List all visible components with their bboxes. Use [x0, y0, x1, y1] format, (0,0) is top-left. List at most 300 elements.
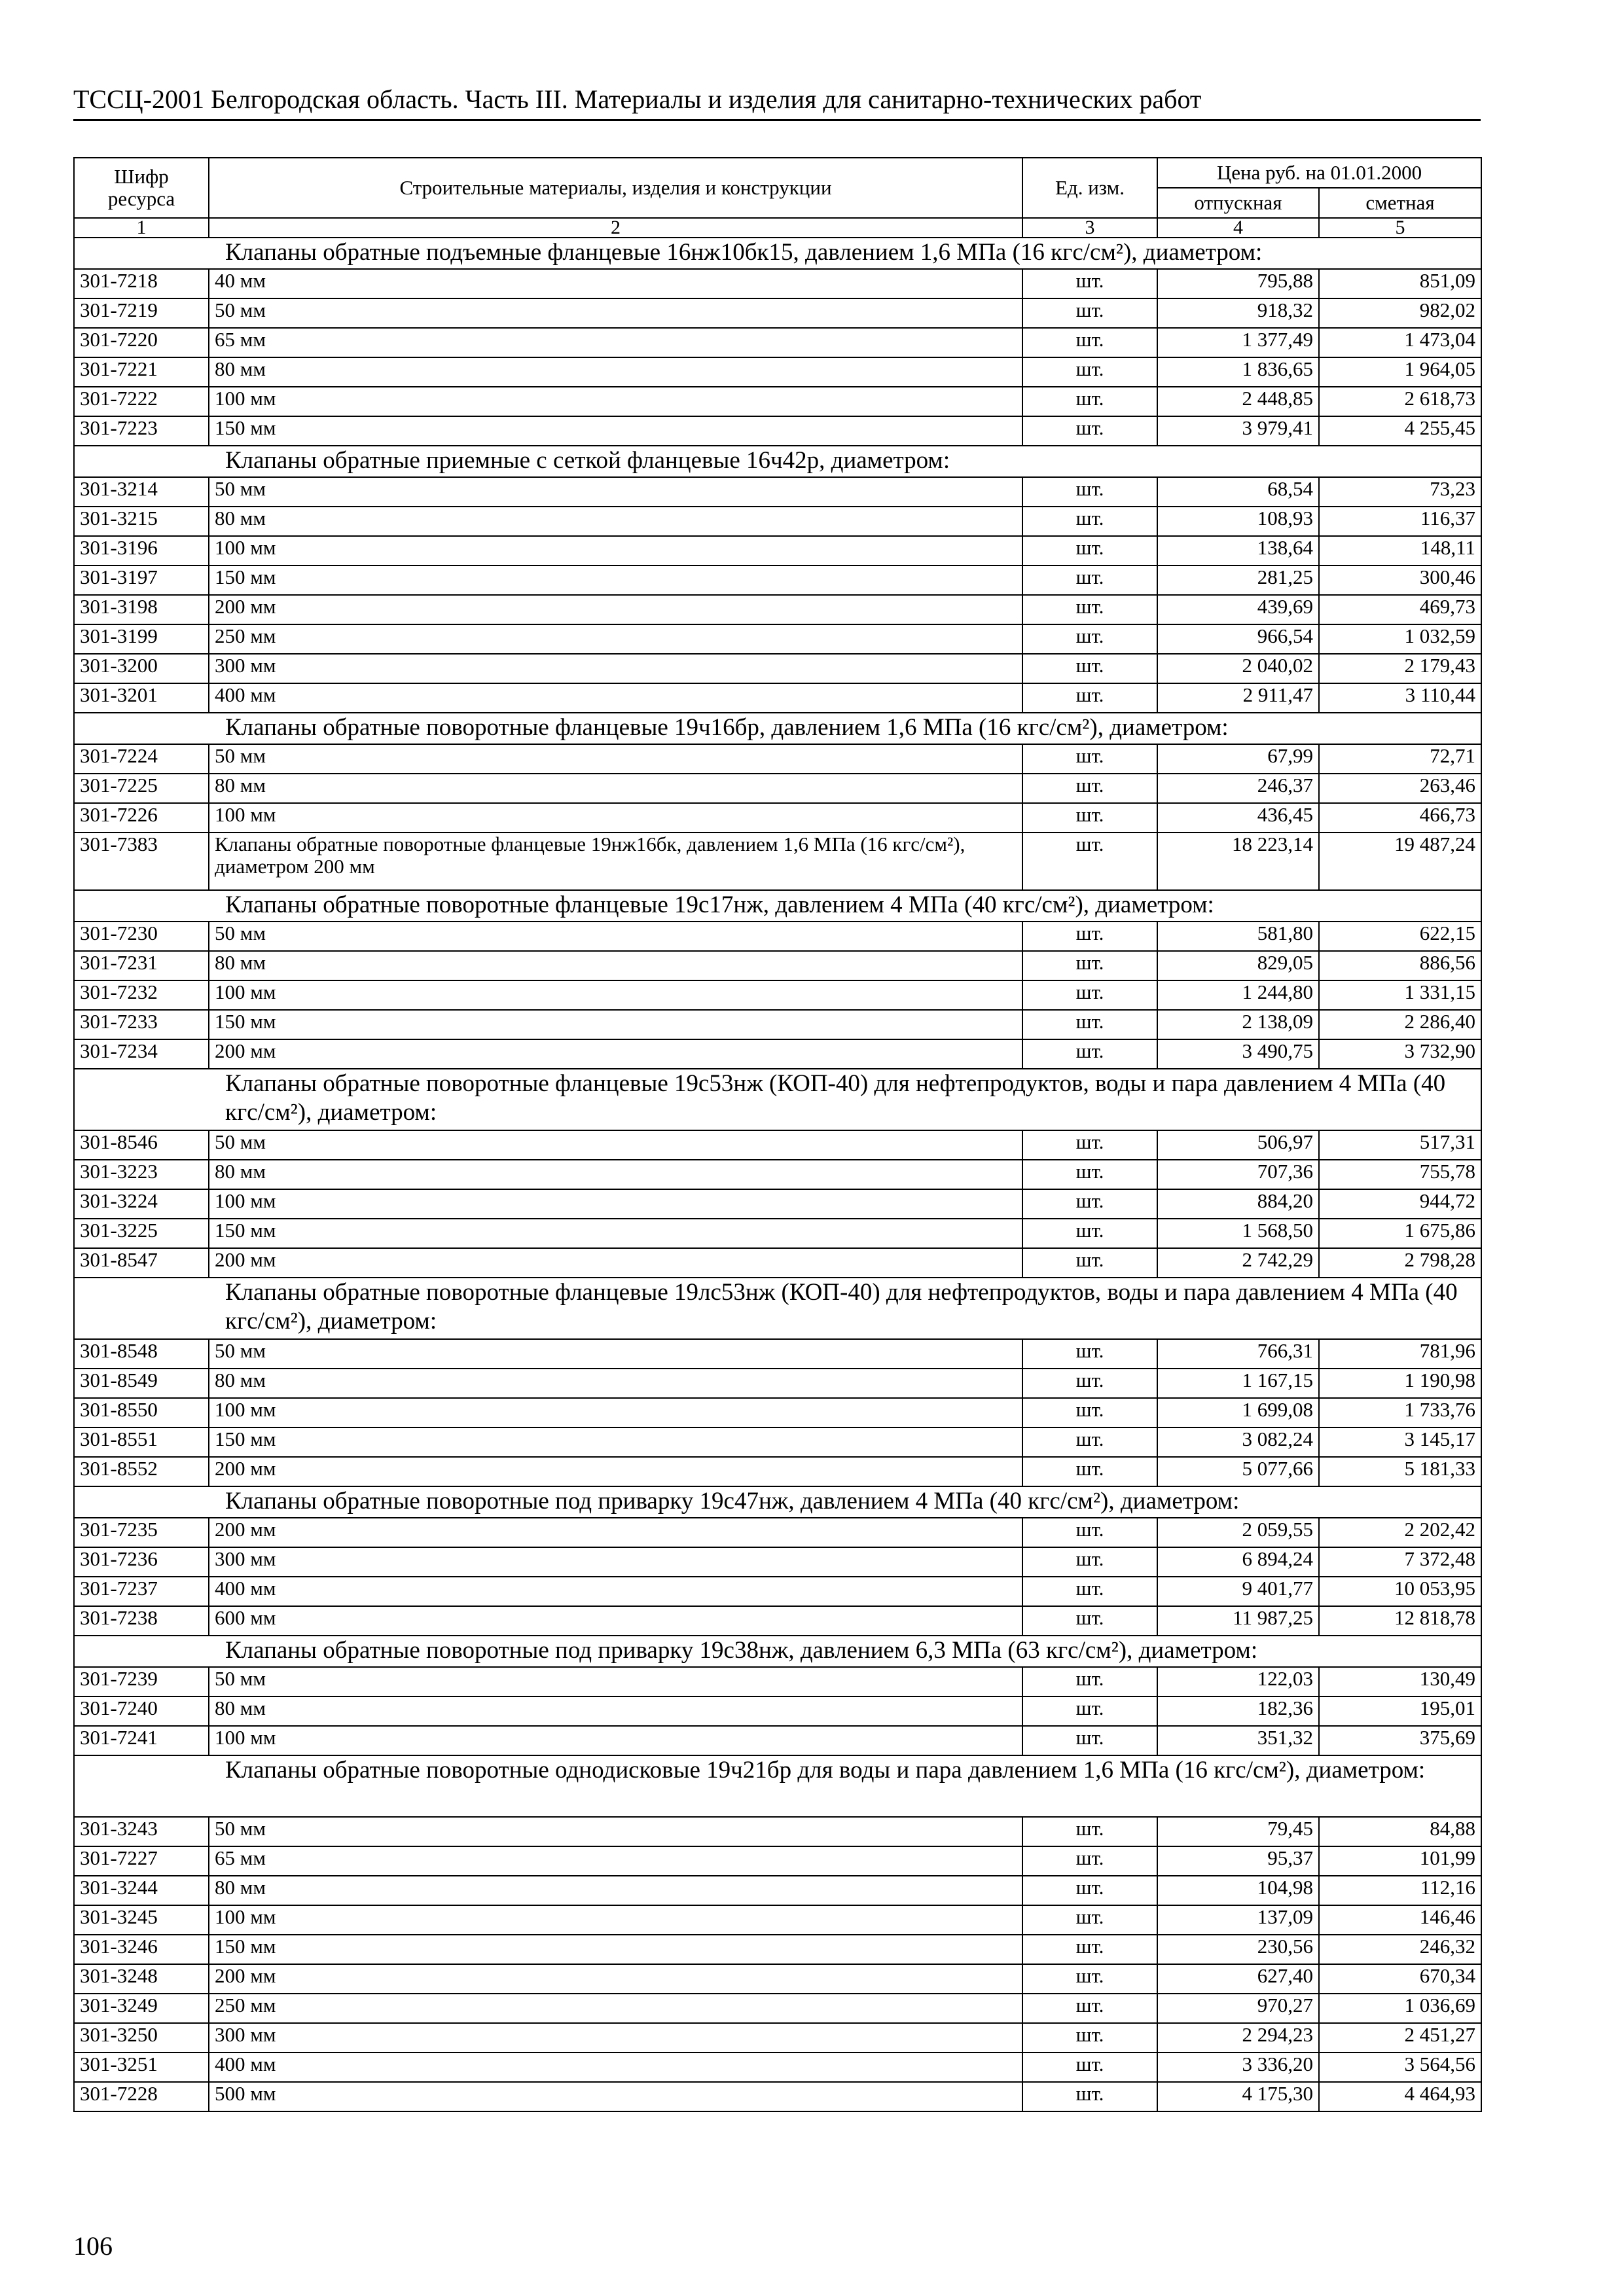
item-unit: шт. — [1022, 1189, 1157, 1219]
item-unit: шт. — [1022, 744, 1157, 774]
resource-code: 301-3245 — [74, 1905, 209, 1935]
item-unit: шт. — [1022, 1160, 1157, 1189]
estimate-price: 5 181,33 — [1319, 1457, 1481, 1486]
release-price: 1 377,49 — [1157, 328, 1319, 357]
item-name: 200 мм — [209, 1964, 1022, 1994]
release-price: 766,31 — [1157, 1339, 1319, 1369]
table-row — [74, 1846, 1481, 1876]
release-price: 122,03 — [1157, 1667, 1319, 1696]
item-unit: шт. — [1022, 1726, 1157, 1755]
item-unit: шт. — [1022, 1935, 1157, 1964]
item-name: 80 мм — [209, 1696, 1022, 1726]
release-price: 2 040,02 — [1157, 654, 1319, 683]
estimate-price: 3 732,90 — [1319, 1039, 1481, 1069]
item-unit: шт. — [1022, 1964, 1157, 1994]
resource-code: 301-7224 — [74, 744, 209, 774]
estimate-price: 146,46 — [1319, 1905, 1481, 1935]
item-unit: шт. — [1022, 922, 1157, 951]
table-row — [74, 565, 1481, 595]
resource-code: 301-3198 — [74, 595, 209, 624]
table-row — [74, 1369, 1481, 1398]
release-price: 2 059,55 — [1157, 1518, 1319, 1547]
table-row — [74, 387, 1481, 416]
resource-code: 301-3215 — [74, 507, 209, 536]
page-number: 106 — [73, 2231, 113, 2261]
release-price: 2 294,23 — [1157, 2023, 1319, 2053]
item-unit: шт. — [1022, 1577, 1157, 1606]
estimate-price: 670,34 — [1319, 1964, 1481, 1994]
item-unit: шт. — [1022, 624, 1157, 654]
release-price: 2 742,29 — [1157, 1248, 1319, 1278]
release-price: 3 336,20 — [1157, 2053, 1319, 2082]
estimate-price: 2 451,27 — [1319, 2023, 1481, 2053]
estimate-price: 1 733,76 — [1319, 1398, 1481, 1427]
item-unit: шт. — [1022, 2082, 1157, 2111]
head-unit: Ед. изм. — [1022, 158, 1157, 218]
table-row — [74, 1876, 1481, 1905]
group-header-row — [74, 1636, 1481, 1667]
estimate-price: 469,73 — [1319, 595, 1481, 624]
estimate-price: 2 286,40 — [1319, 1010, 1481, 1039]
group-title: Клапаны обратные поворотные фланцевые 19ч16бр, давлением 1,6 МПа (16 кгс/см²), диаметром: — [74, 713, 1481, 744]
estimate-price: 1 036,69 — [1319, 1994, 1481, 2023]
item-name: 50 мм — [209, 298, 1022, 328]
estimate-price: 3 145,17 — [1319, 1427, 1481, 1457]
item-name: 50 мм — [209, 744, 1022, 774]
estimate-price: 851,09 — [1319, 269, 1481, 298]
item-unit: шт. — [1022, 774, 1157, 803]
release-price: 970,27 — [1157, 1994, 1319, 2023]
group-header-row — [74, 1486, 1481, 1518]
release-price: 68,54 — [1157, 477, 1319, 507]
item-unit: шт. — [1022, 1876, 1157, 1905]
table-row — [74, 298, 1481, 328]
resource-code: 301-3197 — [74, 565, 209, 595]
item-unit: шт. — [1022, 595, 1157, 624]
release-price: 281,25 — [1157, 565, 1319, 595]
release-price: 3 979,41 — [1157, 416, 1319, 446]
estimate-price: 466,73 — [1319, 803, 1481, 833]
table-row — [74, 922, 1481, 951]
estimate-price: 4 255,45 — [1319, 416, 1481, 446]
release-price: 707,36 — [1157, 1160, 1319, 1189]
item-unit: шт. — [1022, 1457, 1157, 1486]
item-name: 100 мм — [209, 803, 1022, 833]
head-col-4: 4 — [1157, 218, 1319, 238]
release-price: 436,45 — [1157, 803, 1319, 833]
release-price: 966,54 — [1157, 624, 1319, 654]
table-row — [74, 980, 1481, 1010]
item-name: 50 мм — [209, 1667, 1022, 1696]
release-price: 2 138,09 — [1157, 1010, 1319, 1039]
item-name: 65 мм — [209, 1846, 1022, 1876]
table-row — [74, 2053, 1481, 2082]
table-row — [74, 1577, 1481, 1606]
item-unit: шт. — [1022, 565, 1157, 595]
resource-code: 301-3200 — [74, 654, 209, 683]
item-name: 500 мм — [209, 2082, 1022, 2111]
resource-code: 301-7237 — [74, 1577, 209, 1606]
resource-code: 301-3251 — [74, 2053, 209, 2082]
estimate-price: 375,69 — [1319, 1726, 1481, 1755]
item-name: 80 мм — [209, 1369, 1022, 1398]
estimate-price: 7 372,48 — [1319, 1547, 1481, 1577]
table-head — [74, 158, 1481, 238]
group-header-row — [74, 713, 1481, 744]
estimate-price: 148,11 — [1319, 536, 1481, 565]
release-price: 351,32 — [1157, 1726, 1319, 1755]
resource-code: 301-8546 — [74, 1130, 209, 1160]
table-row — [74, 833, 1481, 890]
release-price: 4 175,30 — [1157, 2082, 1319, 2111]
group-header-row — [74, 1278, 1481, 1339]
resource-code: 301-3196 — [74, 536, 209, 565]
release-price: 1 244,80 — [1157, 980, 1319, 1010]
item-name: 65 мм — [209, 328, 1022, 357]
head-estimate: сметная — [1319, 188, 1481, 218]
group-title: Клапаны обратные поворотные однодисковые 19ч21бр для воды и пара давлением 1,6 МПа (16 кгс/см²), диаметром: — [74, 1755, 1481, 1817]
item-unit: шт. — [1022, 803, 1157, 833]
table-row — [74, 774, 1481, 803]
resource-code: 301-7230 — [74, 922, 209, 951]
table-row — [74, 1994, 1481, 2023]
price-table — [73, 157, 1482, 2112]
head-price: Цена руб. на 01.01.2000 — [1157, 158, 1481, 188]
resource-code: 301-3244 — [74, 1876, 209, 1905]
release-price: 3 082,24 — [1157, 1427, 1319, 1457]
header-rule — [73, 119, 1481, 121]
release-price: 108,93 — [1157, 507, 1319, 536]
item-name: 100 мм — [209, 1726, 1022, 1755]
item-unit: шт. — [1022, 1606, 1157, 1636]
item-name: 200 мм — [209, 1457, 1022, 1486]
item-unit: шт. — [1022, 1846, 1157, 1876]
item-name: 400 мм — [209, 1577, 1022, 1606]
item-unit: шт. — [1022, 1398, 1157, 1427]
release-price: 138,64 — [1157, 536, 1319, 565]
resource-code: 301-3199 — [74, 624, 209, 654]
item-unit: шт. — [1022, 1369, 1157, 1398]
resource-code: 301-3243 — [74, 1817, 209, 1846]
item-unit: шт. — [1022, 536, 1157, 565]
item-unit: шт. — [1022, 833, 1157, 890]
table-row — [74, 1606, 1481, 1636]
resource-code: 301-7240 — [74, 1696, 209, 1726]
item-unit: шт. — [1022, 1219, 1157, 1248]
release-price: 884,20 — [1157, 1189, 1319, 1219]
item-name: 100 мм — [209, 980, 1022, 1010]
resource-code: 301-3249 — [74, 1994, 209, 2023]
estimate-price: 1 675,86 — [1319, 1219, 1481, 1248]
estimate-price: 19 487,24 — [1319, 833, 1481, 890]
group-title: Клапаны обратные поворотные фланцевые 19лс53нж (КОП-40) для нефтепродуктов, воды и пара давлением 4 МПа (40 кгс/см²), диаметром: — [74, 1278, 1481, 1339]
item-name: 80 мм — [209, 1160, 1022, 1189]
table-row — [74, 1817, 1481, 1846]
release-price: 6 894,24 — [1157, 1547, 1319, 1577]
resource-code: 301-7235 — [74, 1518, 209, 1547]
item-name: 80 мм — [209, 1876, 1022, 1905]
table-row — [74, 269, 1481, 298]
estimate-price: 886,56 — [1319, 951, 1481, 980]
resource-code: 301-7226 — [74, 803, 209, 833]
head-release: отпускная — [1157, 188, 1319, 218]
resource-code: 301-8549 — [74, 1369, 209, 1398]
item-unit: шт. — [1022, 1667, 1157, 1696]
item-name: 100 мм — [209, 1398, 1022, 1427]
release-price: 95,37 — [1157, 1846, 1319, 1876]
item-unit: шт. — [1022, 357, 1157, 387]
table-row — [74, 624, 1481, 654]
group-header-row — [74, 446, 1481, 477]
resource-code: 301-7232 — [74, 980, 209, 1010]
release-price: 2 911,47 — [1157, 683, 1319, 713]
group-header-row — [74, 1069, 1481, 1130]
table-row — [74, 416, 1481, 446]
item-name: 200 мм — [209, 1518, 1022, 1547]
release-price: 9 401,77 — [1157, 1577, 1319, 1606]
resource-code: 301-7218 — [74, 269, 209, 298]
estimate-price: 622,15 — [1319, 922, 1481, 951]
release-price: 104,98 — [1157, 1876, 1319, 1905]
estimate-price: 300,46 — [1319, 565, 1481, 595]
release-price: 246,37 — [1157, 774, 1319, 803]
item-unit: шт. — [1022, 477, 1157, 507]
estimate-price: 755,78 — [1319, 1160, 1481, 1189]
estimate-price: 130,49 — [1319, 1667, 1481, 1696]
table-row — [74, 1189, 1481, 1219]
item-name: 50 мм — [209, 922, 1022, 951]
group-title: Клапаны обратные поворотные под приварку 19с47нж, давлением 4 МПа (40 кгс/см²), диаметром: — [74, 1486, 1481, 1518]
estimate-price: 517,31 — [1319, 1130, 1481, 1160]
item-name: 150 мм — [209, 416, 1022, 446]
release-price: 581,80 — [1157, 922, 1319, 951]
estimate-price: 101,99 — [1319, 1846, 1481, 1876]
resource-code: 301-7241 — [74, 1726, 209, 1755]
estimate-price: 2 798,28 — [1319, 1248, 1481, 1278]
estimate-price: 116,37 — [1319, 507, 1481, 536]
item-name: 200 мм — [209, 1248, 1022, 1278]
item-name: 50 мм — [209, 1817, 1022, 1846]
head-col-1: 1 — [74, 218, 209, 238]
resource-code: 301-3248 — [74, 1964, 209, 1994]
release-price: 230,56 — [1157, 1935, 1319, 1964]
estimate-price: 12 818,78 — [1319, 1606, 1481, 1636]
item-unit: шт. — [1022, 1248, 1157, 1278]
item-name: 300 мм — [209, 1547, 1022, 1577]
estimate-price: 2 202,42 — [1319, 1518, 1481, 1547]
item-name: 150 мм — [209, 1010, 1022, 1039]
release-price: 829,05 — [1157, 951, 1319, 980]
item-unit: шт. — [1022, 328, 1157, 357]
release-price: 67,99 — [1157, 744, 1319, 774]
resource-code: 301-7222 — [74, 387, 209, 416]
table-row — [74, 1160, 1481, 1189]
item-unit: шт. — [1022, 269, 1157, 298]
item-unit: шт. — [1022, 1696, 1157, 1726]
resource-code: 301-7233 — [74, 1010, 209, 1039]
head-col-2: 2 — [209, 218, 1022, 238]
table-row — [74, 744, 1481, 774]
resource-code: 301-8551 — [74, 1427, 209, 1457]
item-name: 50 мм — [209, 1339, 1022, 1369]
item-unit: шт. — [1022, 1905, 1157, 1935]
table-row — [74, 1339, 1481, 1369]
item-unit: шт. — [1022, 1817, 1157, 1846]
table-row — [74, 1130, 1481, 1160]
item-unit: шт. — [1022, 1339, 1157, 1369]
table-row — [74, 1696, 1481, 1726]
release-price: 918,32 — [1157, 298, 1319, 328]
table-row — [74, 536, 1481, 565]
estimate-price: 781,96 — [1319, 1339, 1481, 1369]
item-name: 50 мм — [209, 1130, 1022, 1160]
estimate-price: 3 110,44 — [1319, 683, 1481, 713]
group-title: Клапаны обратные подъемные фланцевые 16нж10бк15, давлением 1,6 МПа (16 кгс/см²), диаметром: — [74, 238, 1481, 269]
item-unit: шт. — [1022, 683, 1157, 713]
item-unit: шт. — [1022, 1518, 1157, 1547]
item-name: Клапаны обратные поворотные фланцевые 19нж16бк, давлением 1,6 МПа (16 кгс/см²), диаметром 200 мм — [209, 833, 1022, 890]
table-row — [74, 2023, 1481, 2053]
item-unit: шт. — [1022, 1039, 1157, 1069]
estimate-price: 1 190,98 — [1319, 1369, 1481, 1398]
resource-code: 301-7227 — [74, 1846, 209, 1876]
release-price: 182,36 — [1157, 1696, 1319, 1726]
item-name: 40 мм — [209, 269, 1022, 298]
resource-code: 301-7228 — [74, 2082, 209, 2111]
item-name: 80 мм — [209, 507, 1022, 536]
resource-code: 301-8547 — [74, 1248, 209, 1278]
release-price: 5 077,66 — [1157, 1457, 1319, 1486]
item-unit: шт. — [1022, 2053, 1157, 2082]
table-row — [74, 1935, 1481, 1964]
table-row — [74, 1248, 1481, 1278]
release-price: 3 490,75 — [1157, 1039, 1319, 1069]
release-price: 627,40 — [1157, 1964, 1319, 1994]
table-row — [74, 357, 1481, 387]
resource-code: 301-7225 — [74, 774, 209, 803]
release-price: 1 167,15 — [1157, 1369, 1319, 1398]
resource-code: 301-3223 — [74, 1160, 209, 1189]
group-title: Клапаны обратные поворотные под приварку 19с38нж, давлением 6,3 МПа (63 кгс/см²), диаметром: — [74, 1636, 1481, 1667]
estimate-price: 982,02 — [1319, 298, 1481, 328]
item-name: 100 мм — [209, 536, 1022, 565]
table-row — [74, 1667, 1481, 1696]
group-title: Клапаны обратные поворотные фланцевые 19с17нж, давлением 4 МПа (40 кгс/см²), диаметром: — [74, 890, 1481, 922]
resource-code: 301-7236 — [74, 1547, 209, 1577]
release-price: 1 699,08 — [1157, 1398, 1319, 1427]
group-header-row — [74, 890, 1481, 922]
item-unit: шт. — [1022, 2023, 1157, 2053]
item-name: 250 мм — [209, 1994, 1022, 2023]
release-price: 2 448,85 — [1157, 387, 1319, 416]
estimate-price: 10 053,95 — [1319, 1577, 1481, 1606]
item-name: 300 мм — [209, 2023, 1022, 2053]
release-price: 1 836,65 — [1157, 357, 1319, 387]
table-row — [74, 654, 1481, 683]
estimate-price: 112,16 — [1319, 1876, 1481, 1905]
item-unit: шт. — [1022, 654, 1157, 683]
item-unit: шт. — [1022, 980, 1157, 1010]
item-name: 100 мм — [209, 387, 1022, 416]
resource-code: 301-7219 — [74, 298, 209, 328]
item-name: 250 мм — [209, 624, 1022, 654]
item-unit: шт. — [1022, 416, 1157, 446]
resource-code: 301-7383 — [74, 833, 209, 890]
resource-code: 301-7221 — [74, 357, 209, 387]
release-price: 795,88 — [1157, 269, 1319, 298]
release-price: 439,69 — [1157, 595, 1319, 624]
item-name: 200 мм — [209, 1039, 1022, 1069]
group-header-row — [74, 238, 1481, 269]
group-title: Клапаны обратные поворотные фланцевые 19с53нж (КОП-40) для нефтепродуктов, воды и пара давлением 4 МПа (40 кгс/см²), диаметром: — [74, 1069, 1481, 1130]
head-name: Строительные материалы, изделия и конструкции — [209, 158, 1022, 218]
resource-code: 301-7220 — [74, 328, 209, 357]
resource-code: 301-8550 — [74, 1398, 209, 1427]
item-unit: шт. — [1022, 951, 1157, 980]
estimate-price: 246,32 — [1319, 1935, 1481, 1964]
item-name: 200 мм — [209, 595, 1022, 624]
estimate-price: 1 964,05 — [1319, 357, 1481, 387]
item-unit: шт. — [1022, 1130, 1157, 1160]
estimate-price: 2 179,43 — [1319, 654, 1481, 683]
release-price: 11 987,25 — [1157, 1606, 1319, 1636]
table-row — [74, 1905, 1481, 1935]
table-row — [74, 1964, 1481, 1994]
item-name: 80 мм — [209, 774, 1022, 803]
resource-code: 301-3250 — [74, 2023, 209, 2053]
table-row — [74, 1398, 1481, 1427]
table-row — [74, 595, 1481, 624]
estimate-price: 72,71 — [1319, 744, 1481, 774]
item-unit: шт. — [1022, 1547, 1157, 1577]
table-row — [74, 328, 1481, 357]
item-name: 100 мм — [209, 1189, 1022, 1219]
item-name: 80 мм — [209, 357, 1022, 387]
estimate-price: 1 473,04 — [1319, 328, 1481, 357]
item-name: 300 мм — [209, 654, 1022, 683]
table-row — [74, 1039, 1481, 1069]
resource-code: 301-3214 — [74, 477, 209, 507]
head-col-3: 3 — [1022, 218, 1157, 238]
item-unit: шт. — [1022, 1994, 1157, 2023]
estimate-price: 944,72 — [1319, 1189, 1481, 1219]
table-row — [74, 1219, 1481, 1248]
table-row — [74, 2082, 1481, 2111]
table-row — [74, 477, 1481, 507]
item-name: 150 мм — [209, 1935, 1022, 1964]
item-name: 50 мм — [209, 477, 1022, 507]
resource-code: 301-7234 — [74, 1039, 209, 1069]
table-row — [74, 1457, 1481, 1486]
estimate-price: 73,23 — [1319, 477, 1481, 507]
table-row — [74, 1547, 1481, 1577]
release-price: 137,09 — [1157, 1905, 1319, 1935]
item-name: 150 мм — [209, 1427, 1022, 1457]
item-name: 100 мм — [209, 1905, 1022, 1935]
item-unit: шт. — [1022, 1010, 1157, 1039]
resource-code: 301-7231 — [74, 951, 209, 980]
group-title: Клапаны обратные приемные с сеткой фланцевые 16ч42р, диаметром: — [74, 446, 1481, 477]
head-col-5: 5 — [1319, 218, 1481, 238]
resource-code: 301-3246 — [74, 1935, 209, 1964]
table-row — [74, 1427, 1481, 1457]
resource-code: 301-3201 — [74, 683, 209, 713]
item-name: 150 мм — [209, 1219, 1022, 1248]
table-row — [74, 951, 1481, 980]
table-row — [74, 1726, 1481, 1755]
estimate-price: 1 331,15 — [1319, 980, 1481, 1010]
release-price: 1 568,50 — [1157, 1219, 1319, 1248]
